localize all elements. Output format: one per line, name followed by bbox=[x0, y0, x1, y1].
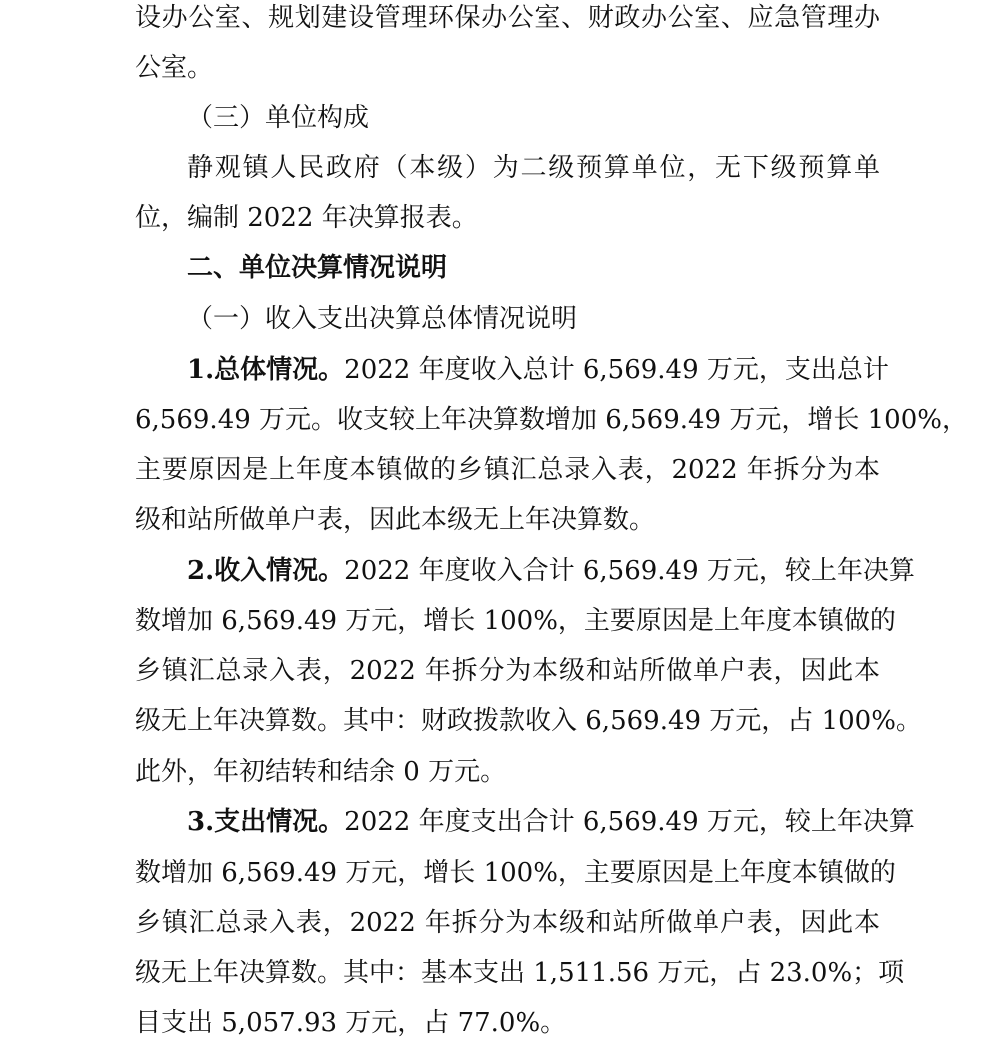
text-line: 数增加 6,569.49 万元，增长 100%，主要原因是上年度本镇做的 bbox=[135, 858, 896, 888]
text-line: 此外，年初结转和结余 0 万元。 bbox=[135, 757, 507, 787]
paragraph-lead-overall: 1.总体情况。 bbox=[187, 355, 345, 385]
paragraph-overall-line-1: 1.总体情况。2022 年度收入总计 6,569.49 万元，支出总计 bbox=[187, 355, 889, 385]
text-line: 主要原因是上年度本镇做的乡镇汇总录入表，2022 年拆分为本 bbox=[135, 455, 880, 485]
text-line: 位，编制 2022 年决算报表。 bbox=[135, 203, 478, 233]
section-heading-two: 二、单位决算情况说明 bbox=[187, 253, 448, 283]
paragraph-lead-expense: 3.支出情况。 bbox=[187, 807, 345, 837]
text-line: 公室。 bbox=[135, 53, 214, 83]
text-line: 级无上年决算数。其中：基本支出 1,511.56 万元，占 23.0%；项 bbox=[135, 958, 905, 988]
text-line: 乡镇汇总录入表，2022 年拆分为本级和站所做单户表，因此本 bbox=[135, 908, 880, 938]
text-line: 乡镇汇总录入表，2022 年拆分为本级和站所做单户表，因此本 bbox=[135, 656, 880, 686]
text-line: 目支出 5,057.93 万元，占 77.0%。 bbox=[135, 1008, 567, 1038]
subsection-heading-one: （一）收入支出决算总体情况说明 bbox=[187, 304, 578, 334]
paragraph-expense-line-1: 3.支出情况。2022 年度支出合计 6,569.49 万元，较上年决算 bbox=[187, 807, 915, 837]
text-line: 设办公室、规划建设管理环保办公室、财政办公室、应急管理办 bbox=[135, 3, 880, 33]
paragraph-income-line-1: 2.收入情况。2022 年度收入合计 6,569.49 万元，较上年决算 bbox=[187, 556, 915, 586]
text-line: 静观镇人民政府（本级）为二级预算单位，无下级预算单 bbox=[187, 153, 880, 183]
text-line: 级无上年决算数。其中：财政拨款收入 6,569.49 万元，占 100%。 bbox=[135, 706, 922, 736]
subsection-heading-three: （三）单位构成 bbox=[187, 103, 370, 133]
text-line: 数增加 6,569.49 万元，增长 100%，主要原因是上年度本镇做的 bbox=[135, 606, 896, 636]
text-line: 6,569.49 万元。收支较上年决算数增加 6,569.49 万元，增长 100%， bbox=[135, 405, 968, 435]
text-line: 级和站所做单户表，因此本级无上年决算数。 bbox=[135, 505, 656, 535]
paragraph-lead-income: 2.收入情况。 bbox=[187, 556, 345, 586]
